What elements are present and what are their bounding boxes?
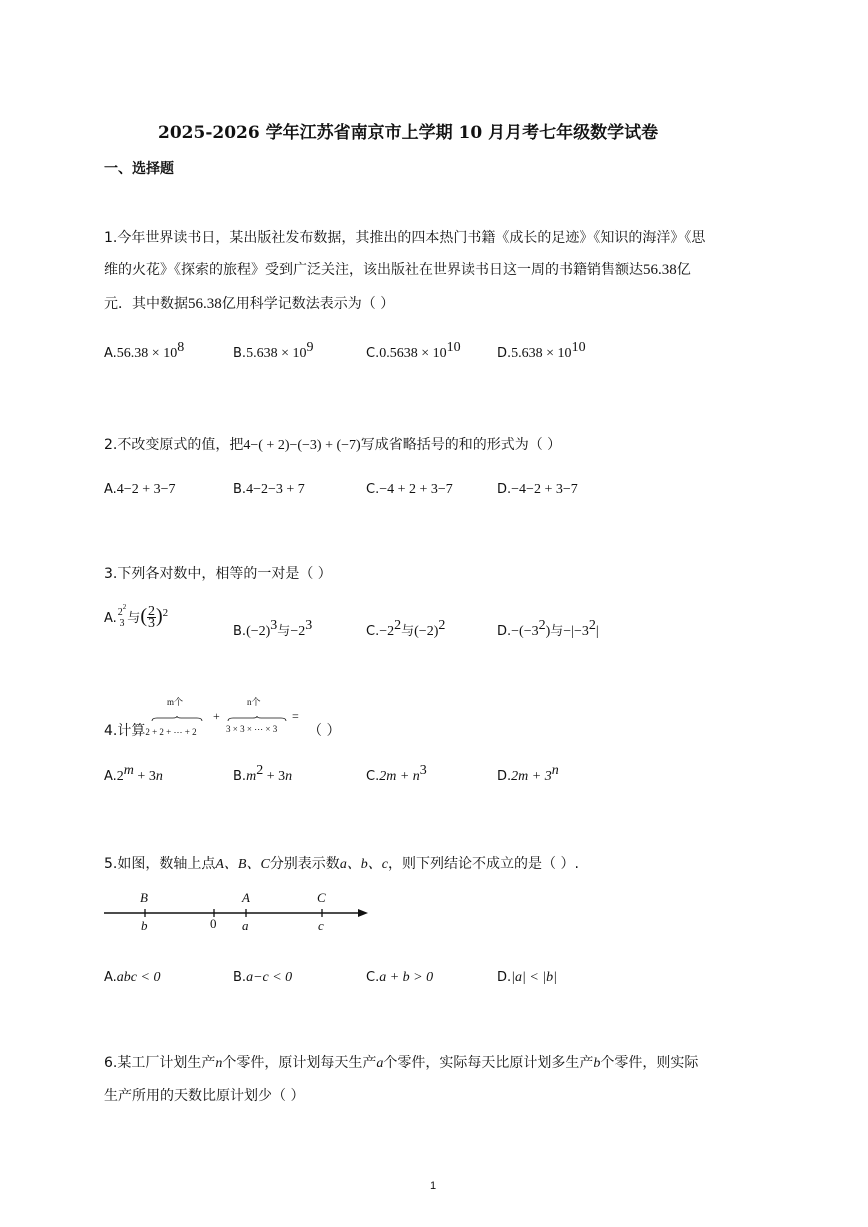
option-label: D.: [497, 346, 512, 361]
option-expr: 2: [116, 769, 124, 784]
q3-stem: 3.下列各对数中，相等的一对是（ ）: [104, 566, 332, 582]
option-exp: 10: [571, 340, 586, 355]
option-label: A.: [104, 346, 117, 361]
q1-option-b: [233, 342, 313, 362]
q1-option-c: [366, 342, 461, 362]
connector: 与: [401, 624, 415, 639]
option-expr: a + b > 0: [379, 970, 434, 985]
option-exp: m: [123, 763, 134, 778]
q6-text-d: 个零件，则实际: [600, 1055, 699, 1071]
option-expr: 2m + n: [379, 769, 420, 784]
option-expr: a−c < 0: [246, 970, 293, 985]
connector: 与: [550, 624, 564, 639]
q5-vars: a、b、c: [339, 857, 389, 872]
q5-option-b: [233, 966, 292, 986]
option-exp: n: [551, 763, 559, 778]
option-label: C.: [366, 970, 380, 985]
q5-suffix: ，则下列结论不成立的是（ ）.: [388, 856, 579, 872]
option-label: A.: [104, 482, 117, 497]
option-exp: 3: [305, 618, 313, 633]
q4-option-a: [104, 765, 163, 785]
q4-option-c: [366, 765, 427, 785]
q3-option-c: [366, 620, 445, 640]
q5-stem: [104, 853, 579, 873]
option-exp: 2: [162, 607, 169, 619]
q3-option-b: [233, 620, 312, 640]
option-exp: 3: [270, 618, 278, 633]
option-label: C.: [366, 482, 380, 497]
q1-line2-text: 维的火花》《探索的旅程》受到广泛关注，该出版社在世界读书日这一周的书籍销售额达: [104, 262, 643, 278]
close-paren: ): [155, 605, 163, 627]
q6-line2: 生产所用的天数比原计划少（ ）: [104, 1088, 305, 1104]
q1-line3-tail: 亿用科学记数法表示为（ ）: [221, 296, 395, 312]
q2-prefix: 2.不改变原式的值，把: [104, 437, 244, 453]
q5-option-a: [104, 966, 160, 986]
option-exp: 8: [177, 340, 185, 355]
q6-line1: [104, 1052, 698, 1072]
option-exp: 10: [446, 340, 461, 355]
option-var: n: [285, 769, 293, 784]
q1-line1: 1.今年世界读书日，某出版社发布数据，其推出的四本热门书籍《成长的足迹》《知识的海洋》《思: [104, 230, 706, 246]
q3-option-a: [104, 602, 169, 631]
option-expr: −2: [379, 624, 395, 639]
page-number: 1: [430, 1180, 437, 1192]
q4-option-d: [497, 765, 559, 785]
abs-bar: |: [595, 624, 599, 639]
option-label: B.: [233, 346, 247, 361]
option-expr: 0.5638 × 10: [379, 346, 447, 361]
option-expr: −4 + 2 + 3−7: [379, 482, 453, 497]
option-expr: 5.638 × 10: [511, 346, 572, 361]
q4-answer-paren: （ ）: [308, 723, 341, 739]
q4-option-b: [233, 765, 292, 785]
q2-option-a: [104, 478, 175, 498]
q1-line2: [104, 259, 691, 279]
option-expr: m: [246, 769, 257, 784]
option-label: D.: [497, 482, 512, 497]
q3-option-d: [497, 620, 599, 640]
option-label: A.: [104, 769, 117, 784]
value-label-zero: 0: [210, 916, 217, 931]
option-exp: 9: [306, 340, 314, 355]
q1-line3: [104, 293, 394, 313]
option-label: B.: [233, 624, 247, 639]
option-expr: 56.38 × 10: [116, 346, 178, 361]
option-exp: 2: [538, 618, 546, 633]
value-label-c: c: [318, 918, 324, 933]
option-label: A.: [104, 611, 117, 626]
option-expr: |a| < |b|: [511, 970, 557, 985]
q3-a-left-fraction: [117, 602, 128, 629]
q4-stem: [104, 720, 197, 740]
fraction-numerator: 2: [147, 604, 155, 619]
option-expr: −4−2 + 3−7: [511, 482, 578, 497]
option-label: C.: [366, 346, 380, 361]
option-expr: 2m + 3: [511, 769, 552, 784]
value-label-b: b: [141, 918, 148, 933]
option-label: A.: [104, 970, 117, 985]
point-label-c: C: [317, 890, 326, 905]
q6-var-n: n: [215, 1056, 223, 1071]
option-label: B.: [233, 970, 247, 985]
option-expr: −|−3: [563, 624, 589, 639]
q2-suffix: 写成省略括号的和的形式为（ ）: [360, 437, 562, 453]
q1-option-a: [104, 342, 184, 362]
fraction-numerator: [117, 602, 128, 618]
q1-amount-2: 56.38: [188, 296, 222, 312]
q6-var-b: b: [593, 1056, 601, 1071]
point-label-a: A: [242, 890, 250, 905]
q4-brace-n-label: n个: [247, 697, 261, 707]
option-expr: 4−2 + 3−7: [116, 482, 176, 497]
num: 2: [117, 606, 123, 618]
q5-prefix: 5.如图，数轴上点: [104, 856, 216, 872]
option-expr: (−2): [414, 624, 439, 639]
q4-brace-m: [151, 707, 203, 713]
q4-plus: +: [213, 709, 220, 723]
option-expr: −2: [290, 624, 306, 639]
option-exp: 2: [394, 618, 402, 633]
q2-expression: 4−( + 2)−(−3) + (−7): [243, 438, 361, 453]
q2-option-c: [366, 478, 453, 498]
option-expr: −(−3: [511, 624, 539, 639]
q4-product: 3 × 3 × ⋯ × 3: [226, 724, 278, 734]
q1-amount: 56.38: [643, 262, 677, 278]
value-label-a: a: [242, 918, 249, 933]
page-title: 2025-2026 学年江苏省南京市上学期 10 月月考七年级数学试卷: [158, 123, 659, 143]
q6-text-b: 个零件，原计划每天生产: [222, 1055, 377, 1071]
option-label: C.: [366, 624, 380, 639]
q4-prefix: 4.计算: [104, 723, 146, 739]
fraction-denominator: 3: [119, 617, 125, 629]
open-paren: (: [140, 605, 147, 627]
option-expr: abc < 0: [116, 970, 161, 985]
q4-brace-n: [227, 707, 287, 713]
option-label: B.: [233, 482, 247, 497]
q6-text-a: 6.某工厂计划生产: [104, 1055, 216, 1071]
q1-option-d: [497, 342, 586, 362]
fraction-denominator: 3: [147, 616, 155, 631]
arrow-icon: [358, 909, 368, 917]
q4-sum: 2 + 2 + ⋯ + 2: [145, 727, 197, 737]
q6-var-a: a: [376, 1056, 384, 1071]
option-expr: 4−2−3 + 7: [246, 482, 305, 497]
point-label-b: B: [140, 890, 148, 905]
q5-points: A、B、C: [215, 857, 270, 872]
q5-option-d: [497, 966, 557, 986]
option-expr: 5.638 × 10: [246, 346, 307, 361]
option-expr: (−2): [246, 624, 271, 639]
option-var: n: [155, 769, 163, 784]
exp: 2: [122, 602, 127, 611]
q2-option-d: [497, 478, 578, 498]
close-paren: ): [545, 624, 551, 639]
connector: 与: [127, 611, 141, 626]
option-exp: 2: [438, 618, 446, 633]
q4-equals: =: [292, 709, 299, 723]
option-label: D.: [497, 624, 512, 639]
connector: 与: [277, 624, 291, 639]
q1-line3-text: 元．其中数据: [104, 296, 188, 312]
q2-stem: [104, 434, 561, 454]
option-label: C.: [366, 769, 380, 784]
option-label: D.: [497, 769, 512, 784]
option-exp: 2: [588, 618, 596, 633]
option-expr: + 3: [263, 769, 286, 784]
section-heading: 一、选择题: [104, 161, 174, 177]
q6-text-c: 个零件，实际每天比原计划多生产: [383, 1055, 594, 1071]
brace-icon: [227, 716, 287, 722]
q2-option-b: [233, 478, 305, 498]
option-exp: 3: [419, 763, 427, 778]
q5-option-c: [366, 966, 433, 986]
option-label: D.: [497, 970, 512, 985]
q5-mid: 分别表示数: [269, 856, 340, 872]
option-exp: 2: [256, 763, 264, 778]
option-label: B.: [233, 769, 247, 784]
q1-unit: 亿: [676, 262, 691, 278]
q4-brace-m-label: m个: [167, 697, 184, 707]
q3-a-right-fraction: [147, 606, 156, 629]
option-expr: + 3: [133, 769, 156, 784]
